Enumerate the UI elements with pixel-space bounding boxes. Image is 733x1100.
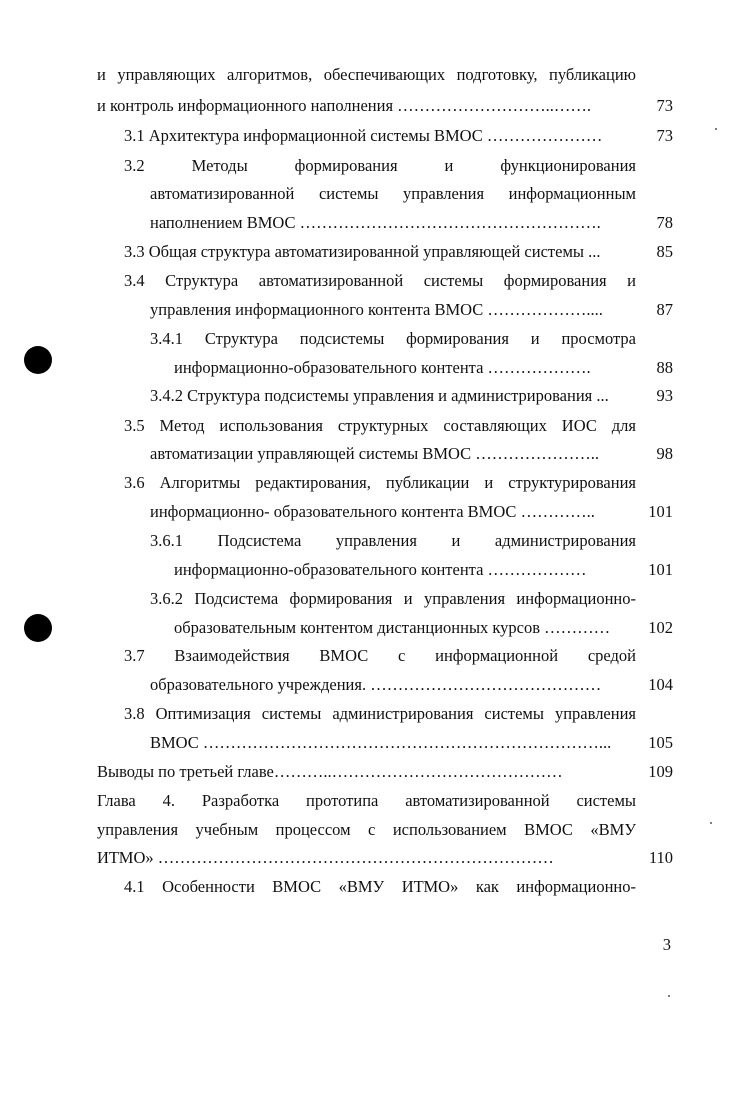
toc-line: 3.4 Структура автоматизированной системы формирования и	[124, 271, 636, 290]
toc-line: образовательного учреждения. ……………………………………	[150, 675, 602, 694]
toc-line: наполнением ВМОС ……………………………………………….	[150, 213, 601, 232]
toc-line: 4.1 Особенности ВМОС «ВМУ ИТМО» как информационно-	[124, 877, 636, 896]
scan-speck	[668, 995, 670, 997]
toc-line: 3.4.1 Структура подсистемы формирования и просмотра	[150, 329, 636, 348]
toc-page-number: 73	[656, 126, 673, 145]
binder-hole-bottom	[24, 614, 52, 642]
toc-page-number: 88	[656, 358, 673, 377]
scan-speck	[715, 128, 717, 130]
toc-line: 3.8 Оптимизация системы администрирования системы управления	[124, 704, 636, 723]
toc-page-number: 73	[656, 96, 673, 115]
toc-page-number: 104	[648, 675, 673, 694]
toc-page-number: 78	[656, 213, 673, 232]
toc-line: информационно- образовательного контента ВМОС …………..	[150, 502, 595, 521]
toc-line: 3.6.2 Подсистема формирования и управления информационно-	[150, 589, 636, 608]
toc-line: управления учебным процессом с использованием ВМОС «ВМУ	[97, 820, 636, 839]
toc-line: 3.6.1 Подсистема управления и администрирования	[150, 531, 636, 550]
toc-line: ВМОС ………………………………………………………………...	[150, 733, 612, 752]
toc-page-number: 85	[656, 242, 673, 261]
toc-page-number: 87	[656, 300, 673, 319]
toc-line: 3.1 Архитектура информационной системы ВМОС …………………	[124, 126, 603, 145]
toc-line: Выводы по третьей главе………..……………………………………	[97, 762, 563, 781]
toc-page-number: 93	[656, 386, 673, 405]
toc-line: 3.5 Метод использования структурных составляющих ИОС для	[124, 416, 636, 435]
toc-page-number: 98	[656, 444, 673, 463]
page-number: 3	[662, 935, 671, 954]
toc-line: 3.6 Алгоритмы редактирования, публикации и структурирования	[124, 473, 636, 492]
toc-line: образовательным контентом дистанционных курсов …………	[174, 618, 611, 637]
toc-line: 3.4.2 Структура подсистемы управления и администрирования ...	[150, 386, 609, 405]
toc-line: автоматизации управляющей системы ВМОС …………………..	[150, 444, 600, 463]
toc-line: 3.2 Методы формирования и функционирования	[124, 156, 636, 175]
toc-page-number: 102	[648, 618, 673, 637]
toc-line: ИТМО» ………………………………………………………………	[97, 848, 554, 867]
toc-line: 3.7 Взаимодействия ВМОС с информационной средой	[124, 646, 636, 665]
toc-page-number: 105	[648, 733, 673, 752]
toc-line: и управляющих алгоритмов, обеспечивающих подготовку, публикацию	[97, 65, 636, 84]
toc-page-number: 109	[648, 762, 673, 781]
toc-line: информационно-образовательного контента ………………	[174, 560, 587, 579]
toc-line: и контроль информационного наполнения ………………………..…….	[97, 96, 592, 115]
toc-line: 3.3 Общая структура автоматизированной управляющей системы ...	[124, 242, 601, 261]
scan-speck	[710, 822, 712, 824]
toc-page-number: 110	[648, 848, 673, 867]
toc-line: Глава 4. Разработка прототипа автоматизированной системы	[97, 791, 636, 810]
toc-page-number: 101	[648, 560, 673, 579]
toc-line: информационно-образовательного контента ……………….	[174, 358, 591, 377]
toc-page-number: 101	[648, 502, 673, 521]
binder-hole-top	[24, 346, 52, 374]
toc-line: управления информационного контента ВМОС ………………....	[150, 300, 603, 319]
toc-line: автоматизированной системы управления информационным	[150, 184, 636, 203]
